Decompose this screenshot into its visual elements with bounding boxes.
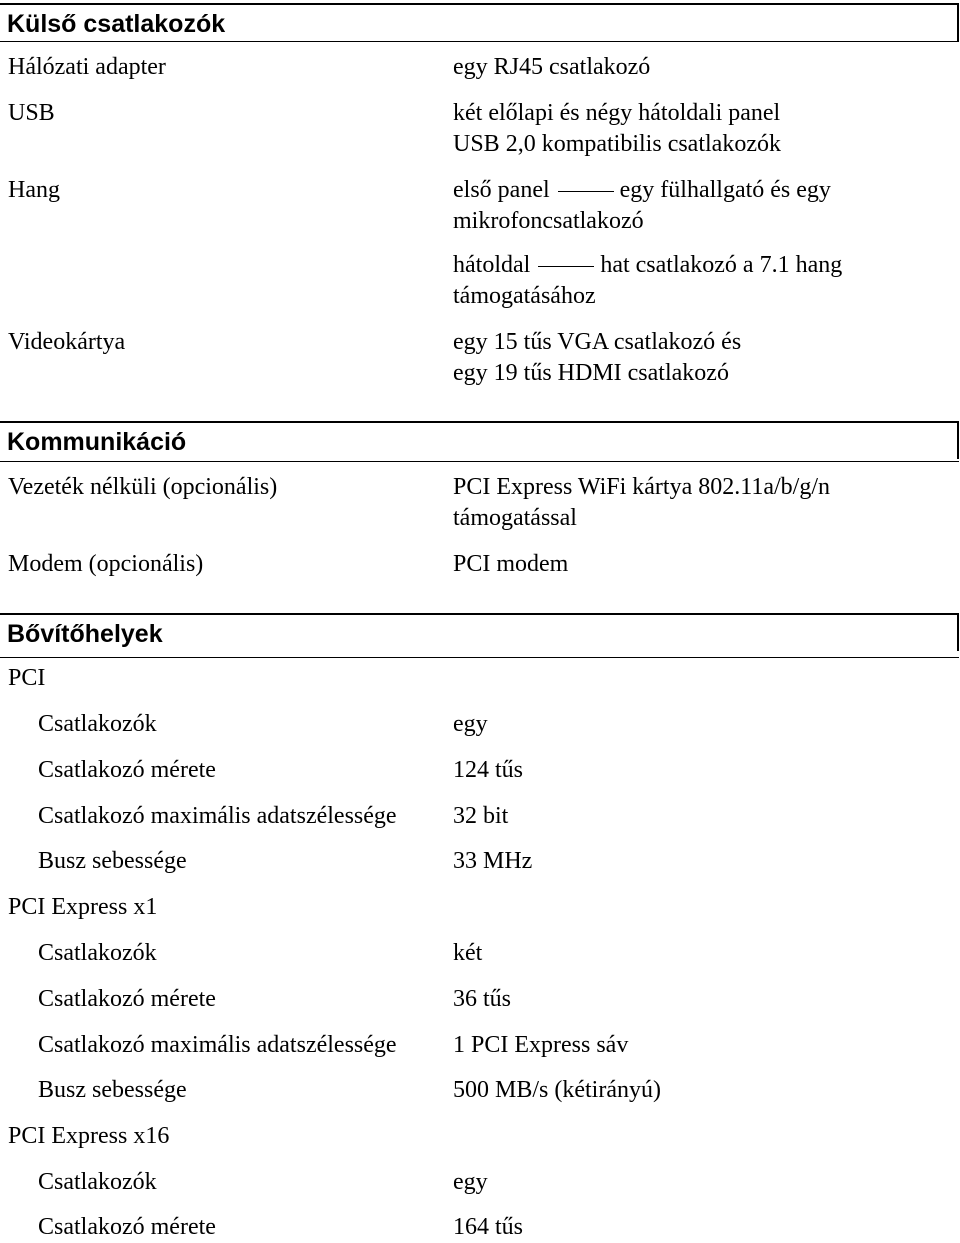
pcie-x1-group-label: PCI Express x1 <box>8 894 158 920</box>
audio-front-line-2: mikrofoncsatlakozó <box>453 208 644 234</box>
audio-label: Hang <box>8 177 60 203</box>
section-title: Kommunikáció <box>7 428 187 456</box>
network-adapter-label: Hálózati adapter <box>8 54 166 80</box>
network-adapter-value: egy RJ45 csatlakozó <box>453 54 651 80</box>
pcie-x16-group-label: PCI Express x16 <box>8 1123 170 1149</box>
pcie-x16-size-label: Csatlakozó mérete <box>38 1214 216 1240</box>
audio-front-part-a: első panel <box>453 177 550 203</box>
pci-size-label: Csatlakozó mérete <box>38 757 216 783</box>
wireless-value-line-1: PCI Express WiFi kártya 802.11a/b/g/n <box>453 474 831 500</box>
section-divider <box>0 461 959 462</box>
usb-label: USB <box>8 100 55 126</box>
video-card-label: Videokártya <box>8 329 126 355</box>
section-header-external <box>0 3 959 41</box>
pcie-x16-connectors-label: Csatlakozók <box>38 1169 157 1195</box>
pci-bus-label: Busz sebessége <box>38 848 187 874</box>
pci-size-value: 124 tűs <box>453 757 524 783</box>
pcie-x1-size-value: 36 tűs <box>453 986 512 1012</box>
em-dash <box>538 266 594 267</box>
pcie-x1-bus-label: Busz sebessége <box>38 1077 187 1103</box>
audio-back-line-1 <box>453 250 842 281</box>
section-header-communication <box>0 421 959 459</box>
video-card-value-line-2: egy 19 tűs HDMI csatlakozó <box>453 360 729 386</box>
section-title: Bővítőhelyek <box>7 620 163 648</box>
audio-back-part-b: hat csatlakozó a 7.1 hang <box>600 252 843 278</box>
pcie-x1-size-label: Csatlakozó mérete <box>38 986 216 1012</box>
pci-width-label: Csatlakozó maximális adatszélessége <box>38 803 397 829</box>
em-dash <box>558 191 614 192</box>
wireless-value-line-2: támogatással <box>453 505 577 531</box>
audio-back-part-a: hátoldal <box>453 252 531 278</box>
usb-value-line-2: USB 2,0 kompatibilis csatlakozók <box>453 131 781 157</box>
pcie-x1-width-value: 1 PCI Express sáv <box>453 1032 629 1058</box>
section-title: Külső csatlakozók <box>7 10 226 38</box>
pcie-x1-connectors-label: Csatlakozók <box>38 940 157 966</box>
pcie-x1-bus-value: 500 MB/s (kétirányú) <box>453 1077 661 1103</box>
pci-bus-value: 33 MHz <box>453 848 533 874</box>
audio-front-part-b: egy fülhallgató és egy <box>619 177 831 203</box>
pci-connectors-label: Csatlakozók <box>38 711 157 737</box>
pcie-x16-size-value: 164 tűs <box>453 1214 524 1240</box>
audio-back-line-2: támogatásához <box>453 283 596 309</box>
section-divider <box>0 41 959 42</box>
pci-width-value: 32 bit <box>453 803 509 829</box>
pcie-x1-width-label: Csatlakozó maximális adatszélessége <box>38 1032 397 1058</box>
pci-connectors-value: egy <box>453 711 488 737</box>
modem-value: PCI modem <box>453 551 569 577</box>
modem-label: Modem (opcionális) <box>8 551 204 577</box>
section-header-expansion <box>0 613 959 651</box>
pcie-x16-connectors-value: egy <box>453 1169 488 1195</box>
pci-group-label: PCI <box>8 665 46 691</box>
video-card-value-line-1: egy 15 tűs VGA csatlakozó és <box>453 329 742 355</box>
wireless-label: Vezeték nélküli (opcionális) <box>8 474 278 500</box>
audio-front-line-1 <box>453 175 831 206</box>
usb-value-line-1: két előlapi és négy hátoldali panel <box>453 100 781 126</box>
pcie-x1-connectors-value: két <box>453 940 483 966</box>
section-divider <box>0 657 959 658</box>
